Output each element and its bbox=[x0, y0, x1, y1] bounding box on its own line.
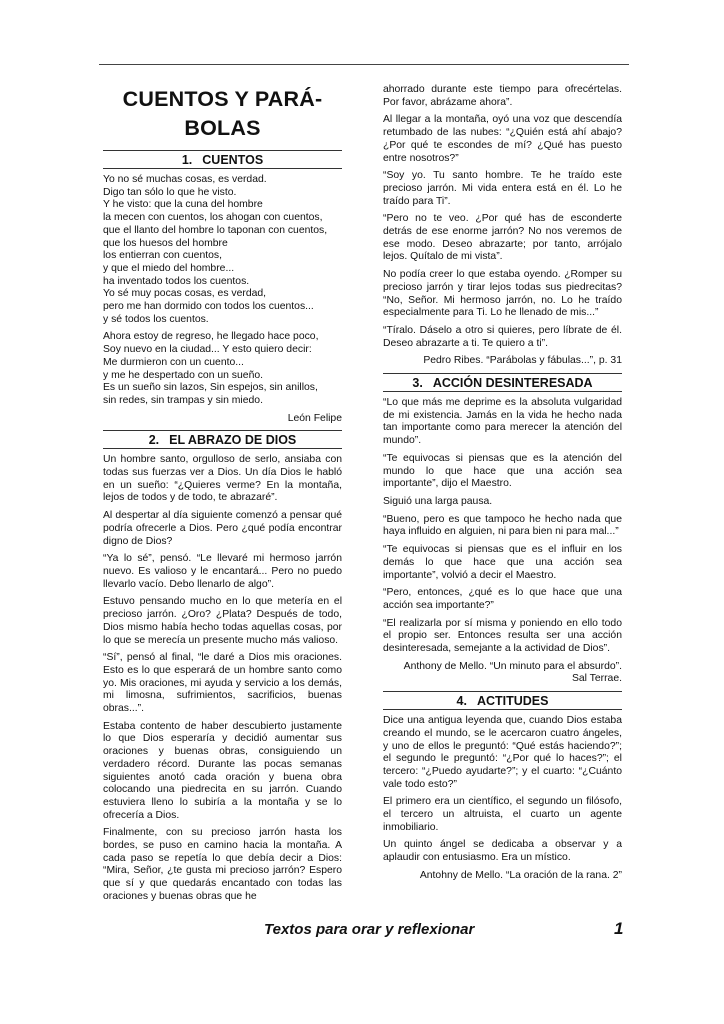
footer-title: Textos para orar y reflexionar bbox=[264, 921, 475, 938]
poem-line: Es un sueño sin lazos, Sin espejos, sin anillos, bbox=[103, 382, 318, 394]
poem-line: y que el miedo del hombre... bbox=[103, 262, 235, 274]
paragraph: “Tíralo. Dáselo a otro si quieres, pero líbrate de él. Deseo abrazarte a ti. Te quiero a ti”. bbox=[383, 324, 622, 349]
page-footer bbox=[0, 921, 724, 941]
paragraph: Finalmente, con su precioso jarrón hasta los bordes, se puso en camino hacia la montaña. A cada paso se repetía lo que debía decir a Dios: “Mira, Señor, ¿te gusta mi precioso jarrón? Espero que sí y que quedarás encantado con todas las oraciones y buenas obras que he bbox=[103, 827, 342, 902]
paragraph: Estaba contento de haber descubierto justamente lo que Dios esperaría y decidió aumentar sus oraciones y buenas obras, consiguiendo un verdadero récord. Durante las pocas semanas siguientes anotó cada oración y buena obra colocando una piedrecita en su jarrón. Cuando estuviera lleno lo subiría a la montaña y se lo ofrecería a Dios. bbox=[103, 720, 342, 821]
source-citation: Pedro Ribes. “Parábolas y fábulas...”, p. 31 bbox=[423, 355, 622, 367]
poem-line: sin redes, sin trampas y sin miedo. bbox=[103, 394, 263, 406]
poem-line: Digo tan sólo lo que he visto. bbox=[103, 186, 237, 198]
paragraph: “Te equivocas si piensas que es el influir en los demás lo que hace que una acción sea importante”, volvió a decir el Maestro. bbox=[383, 544, 622, 581]
paragraph: “Lo que más me deprime es la absoluta vulgaridad de mi existencia. Jamás en la vida he hecho nada tan importante como para merecer la atención del mundo”. bbox=[383, 397, 622, 447]
paragraph: Un quinto ángel se dedicaba a observar y a aplaudir con entusiasmo. Era un místico. bbox=[383, 839, 622, 864]
poem-line: que los huesos del hombre bbox=[103, 237, 228, 249]
paragraph: El primero era un científico, el segundo un filósofo, el tercero un altruista, el cuarto un agente inmobiliario. bbox=[383, 796, 622, 833]
paragraph: “Sí”, pensó al final, “le daré a Dios mis oraciones. Esto es lo que esperará de un hombre santo como yo. Mis oraciones, mi ayuda y servicio a los demás, mi limosna, sufrimientos, sacrificios, buenas obras...”. bbox=[103, 652, 342, 715]
paragraph: Un hombre santo, orgulloso de serlo, ansiaba con todas sus fuerzas ver a Dios. Un día Dios le habló en un sueño: “¿Quieres verme? En la montaña, lejos de todos y de todo, te abrazaré”. bbox=[103, 454, 342, 504]
top-rule bbox=[99, 64, 629, 65]
paragraph: “Pero, entonces, ¿qué es lo que hace que una acción sea importante?” bbox=[383, 587, 622, 611]
poem-line: Ahora estoy de regreso, he llegado hace poco, bbox=[103, 331, 319, 343]
paragraph: “Ya lo sé”, pensó. “Le llevaré mi hermoso jarrón nuevo. Es valioso y le encantará... Pero no puedo llevarlo vacío. Debo llenarlo de algo”. bbox=[103, 553, 342, 590]
poem-line: Yo sé muy pocas cosas, es verdad, bbox=[103, 288, 267, 300]
source-citation-line2: Sal Terrae. bbox=[571, 673, 622, 685]
poem-line: y me he despertado con un sueño. bbox=[103, 369, 264, 381]
source-citation: Anthony de Mello. “Un minuto para el absurdo”. bbox=[403, 660, 622, 672]
paragraph: Estuvo pensando mucho en lo que metería en el precioso jarrón. ¿Oro? ¿Plata? Después de todo, Dios mismo había hecho todas aquellas cosas, por lo que se merecía un presente mucho más valioso. bbox=[103, 596, 342, 646]
paragraph: Siguió una larga pausa. bbox=[383, 495, 493, 507]
poem-stanza-2 bbox=[103, 331, 342, 407]
source-citation: Antohny de Mello. “La oración de la rana. 2” bbox=[419, 869, 622, 881]
poem-line: Y he visto: que la cuna del hombre bbox=[103, 199, 263, 211]
poem-line: la mecen con cuentos, los ahogan con cuentos, bbox=[103, 212, 323, 224]
poem-line: los entierran con cuentos, bbox=[103, 250, 222, 262]
section-heading-cuentos bbox=[103, 150, 342, 169]
section-heading-accion bbox=[383, 373, 622, 392]
section-number: 2. bbox=[148, 433, 160, 448]
paragraph: Al despertar al día siguiente comenzó a pensar qué podría ofrecerle a Dios. Pero ¿qué podía encontrar digno de Dios? bbox=[103, 510, 342, 547]
section-heading-actitudes bbox=[383, 691, 622, 710]
poem-line: Yo no sé muchas cosas, es verdad. bbox=[103, 174, 267, 185]
paragraph: No podía creer lo que estaba oyendo. ¿Romper su precioso jarrón y tirar lejos todas sus piedrecitas? “No, Señor. Mi hermoso jarrón, no. Lo he traído especialmente para Ti. Lo he llenado de mis...” bbox=[383, 269, 622, 319]
paragraph: “Pero no te veo. ¿Por qué has de esconderte detrás de ese enorme jarrón? No nos veremos de ese modo. Deseo abrazarte; por tanto, arrójalo lejos. Quítalo de mi vista”. bbox=[383, 213, 622, 263]
poem-line: y sé todos los cuentos. bbox=[103, 313, 209, 325]
paragraph: “El realizarla por sí misma y poniendo en ello todo el propio ser. Entonces resulta ser una acción desinteresada, semejante a la actividad de Dios”. bbox=[383, 617, 622, 655]
poem-line: ha inventado todos los cuentos. bbox=[103, 275, 250, 287]
poem-line: Soy nuevo en la ciudad... Y esto quiero decir: bbox=[103, 344, 312, 356]
section-title: ACCIÓN DESINTERESADA bbox=[432, 376, 593, 391]
poem-line: pero me han dormido con todos los cuentos... bbox=[103, 301, 314, 313]
poem-stanza-1 bbox=[103, 174, 342, 326]
paragraph: Dice una antigua leyenda que, cuando Dios estaba creando el mundo, se le acercaron cuatro ángeles, y uno de ellos le preguntó: “Qué estás haciendo?”; el segundo le preguntó: “¿Por qué lo haces?”; el tercero: “¿Puedo ayudarte?”; y el cuarto: “¿Cuánto vale todo esto?” bbox=[383, 715, 622, 790]
section-number: 4. bbox=[456, 694, 467, 709]
section-title: CUENTOS bbox=[202, 153, 264, 167]
page-title: CUENTOS Y PARÁ- BOLAS bbox=[122, 87, 323, 140]
left-column bbox=[103, 72, 342, 909]
poem-author: León Felipe bbox=[287, 412, 342, 424]
paragraph: “Bueno, pero es que tampoco he hecho nada que haya influido en alguien, ni para bien ni para mal...” bbox=[383, 513, 622, 538]
section-heading-abrazo bbox=[103, 430, 342, 449]
section-title: EL ABRAZO DE DIOS bbox=[169, 433, 297, 448]
paragraph: “Soy yo. Tu santo hombre. Te he traído este precioso jarrón. Mi vida entera está en él. Lo he traído para Ti”. bbox=[383, 170, 622, 207]
section-title: ACTITUDES bbox=[476, 694, 549, 709]
section-number: 1. bbox=[181, 153, 193, 167]
right-column bbox=[383, 84, 622, 888]
page-number: 1 bbox=[614, 919, 624, 938]
poem-line: que el llanto del hombre lo taponan con cuentos, bbox=[103, 224, 328, 236]
poem-line: Me durmieron con un cuento... bbox=[103, 356, 244, 368]
section-number: 3. bbox=[412, 376, 423, 391]
paragraph: ahorrado durante este tiempo para ofrecértelas. Por favor, abrázame ahora”. bbox=[383, 84, 622, 108]
paragraph: “Te equivocas si piensas que es la atención del mundo lo que hace que una acción sea importante”, dijo el Maestro. bbox=[383, 452, 622, 490]
paragraph: Al llegar a la montaña, oyó una voz que descendía retumbado de las nubes: “¿Quién está ahí abajo? ¿Por qué te escondes de mí? ¿Qué has puesto entre nosotros?” bbox=[383, 114, 622, 164]
